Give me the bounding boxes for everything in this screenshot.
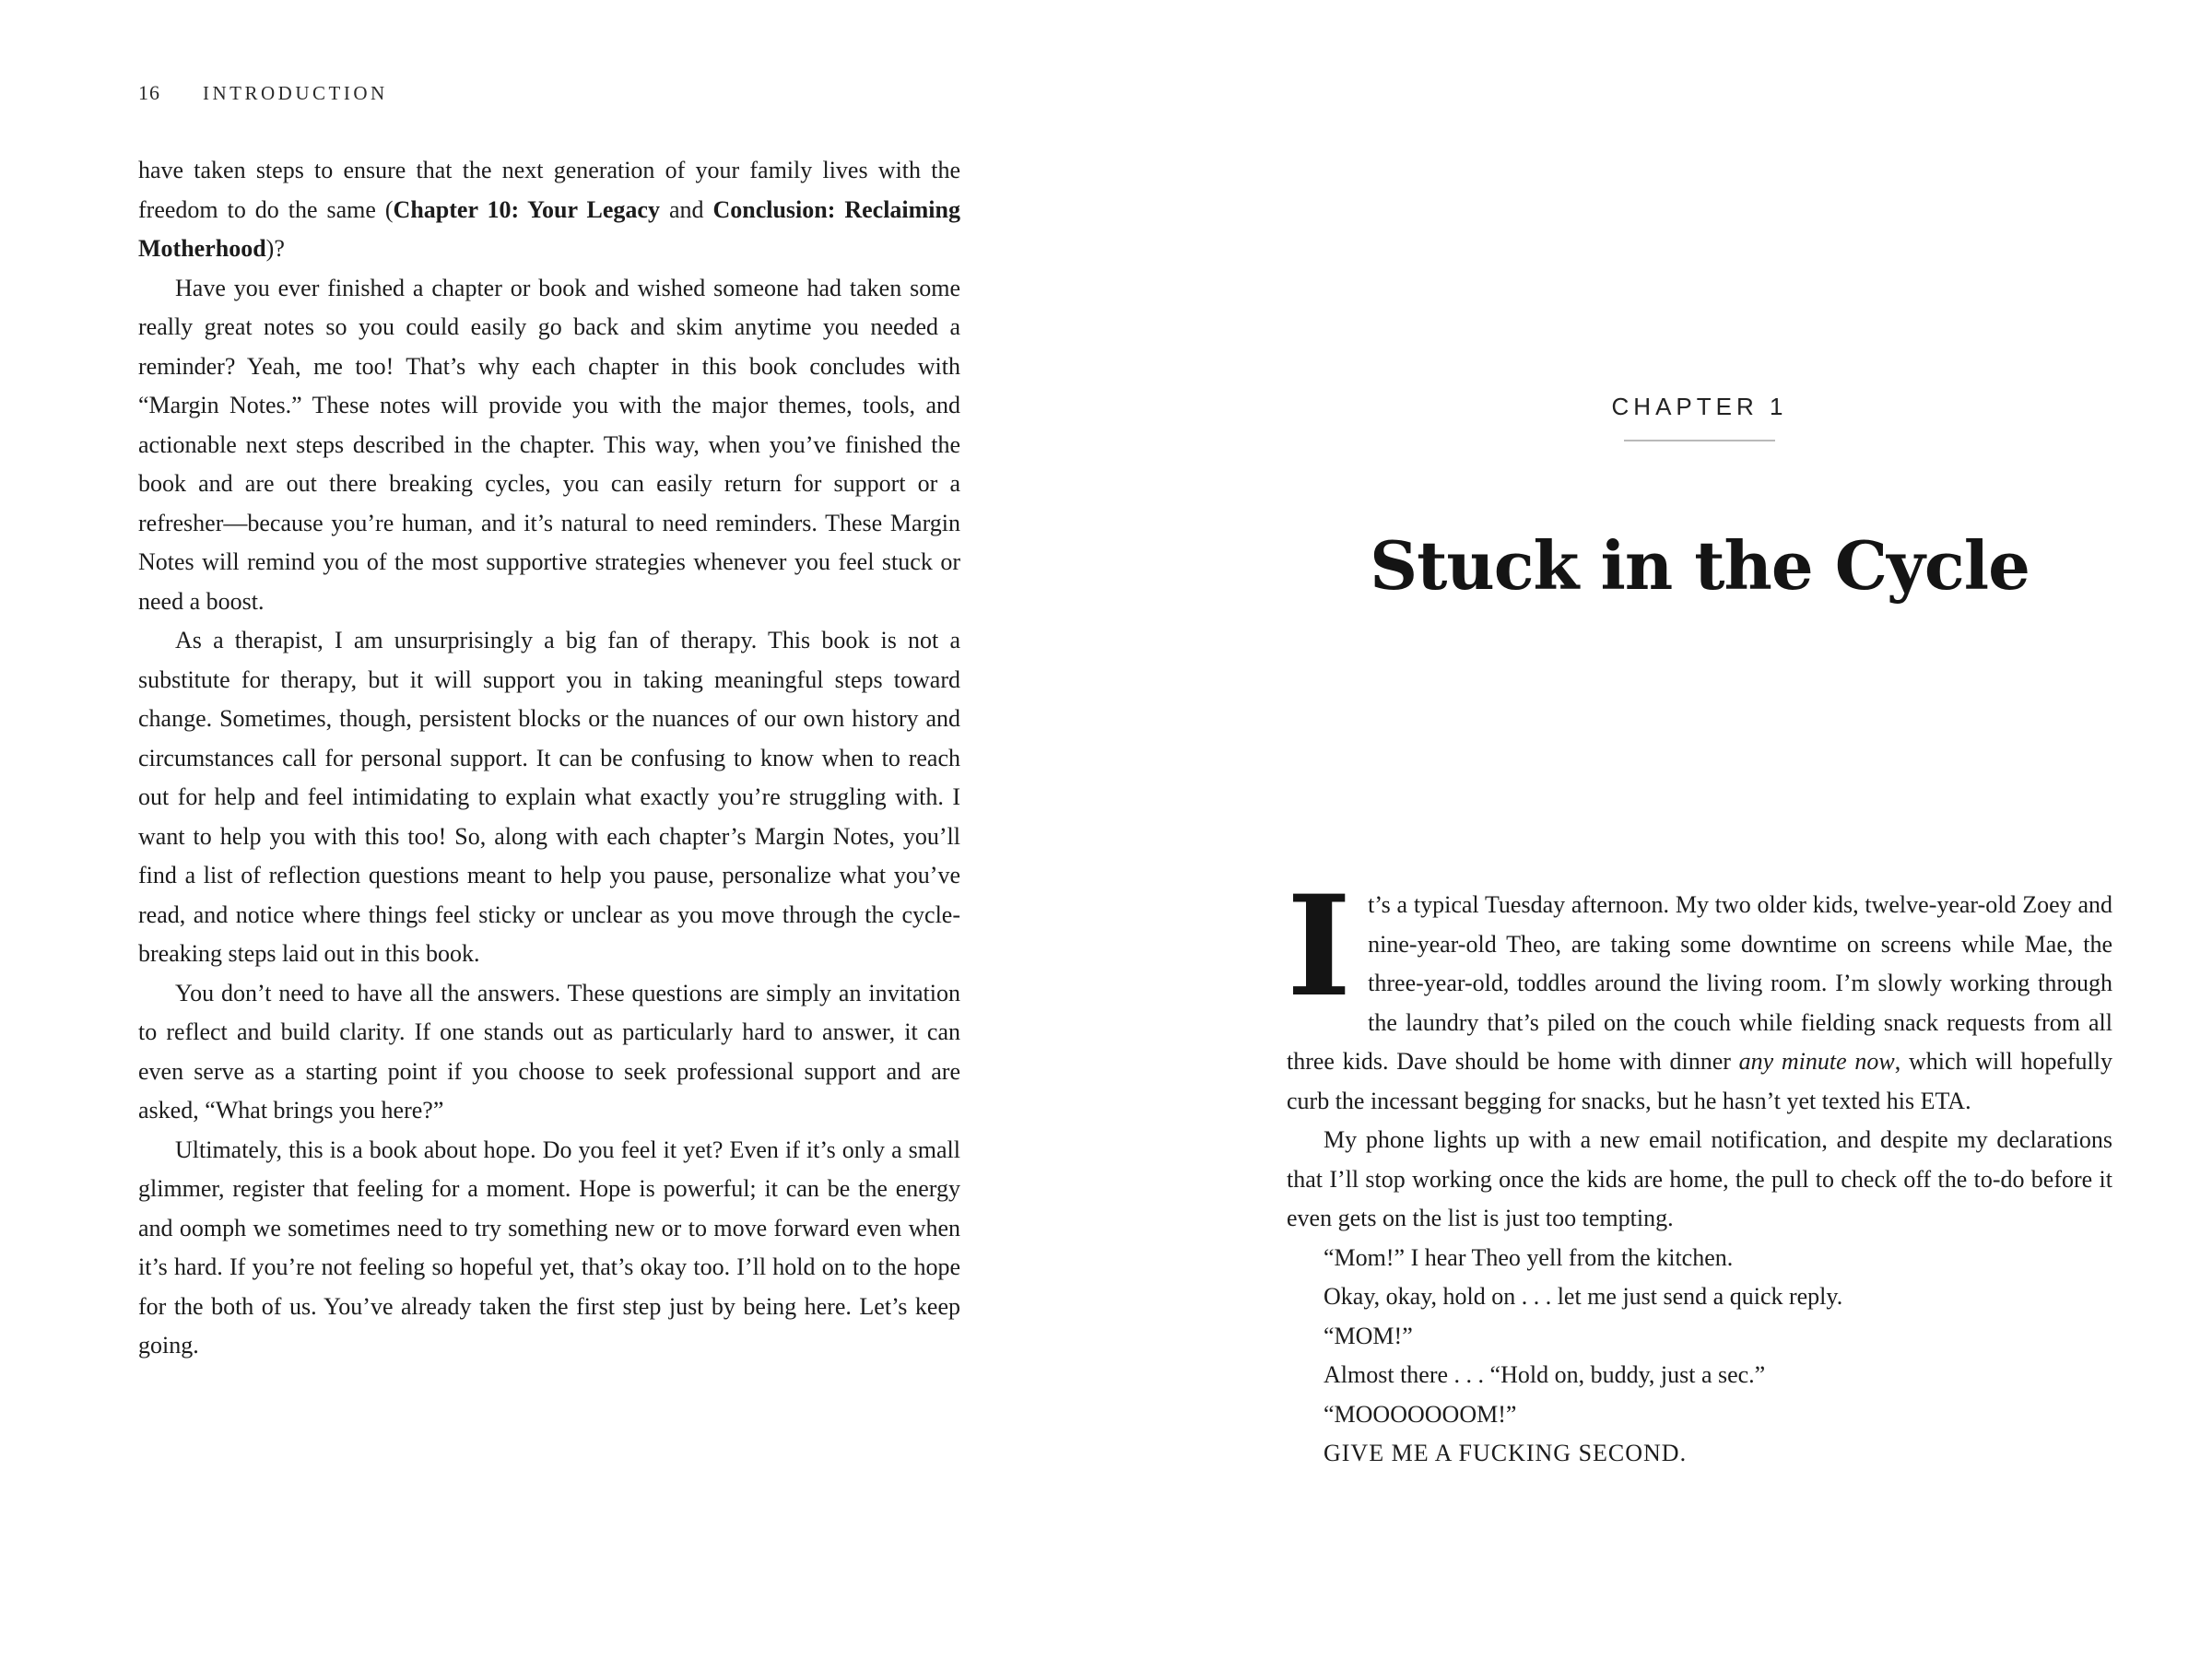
paragraph [138, 621, 960, 974]
text-run: Ultimately, this is a book about hope. Do you feel it yet? Even if it’s only a small glimmer, register that feeling for a moment. Hope is powerful; it can be the energy and oomph we sometimes need to try something new or to move forward even when it’s hard. If you’re not feeling so hopeful yet, that’s okay too. I’ll hold on to the hope for the both of us. You’ve already taken the first step just by being here. Let’s keep going. [138, 1135, 960, 1359]
paragraph [138, 1131, 960, 1366]
text-run: Almost there . . . “Hold on, buddy, just a sec.” [1324, 1361, 1766, 1388]
right-body-text [1287, 865, 2113, 1474]
paragraph [1287, 1277, 2112, 1317]
text-run: Chapter 10: Your Legacy [393, 195, 660, 223]
text-run: and [659, 195, 713, 223]
paragraph [138, 974, 960, 1131]
paragraph [1287, 1317, 2112, 1357]
paragraph [1287, 1395, 2112, 1435]
paragraph [1287, 1239, 2112, 1278]
paragraph [138, 269, 960, 622]
chapter-label: CHAPTER 1 [1611, 393, 1788, 420]
paragraph [1287, 1434, 2112, 1474]
running-header [138, 81, 960, 105]
text-run: )? [265, 235, 285, 262]
text-run: “MOM!” [1324, 1322, 1413, 1349]
text-run: t’s a typical Tuesday afternoon. My two older kids, twelve-year-old Zoey and nine-year-old Theo, are taking some downtime on screens while Mae, the three-year-old, toddles around the living room. I’m slowly working through the laundry that’s piled on the couch while fielding snack requests from all three kids. Dave should be home with dinner [1287, 891, 2112, 1075]
text-run: Have you ever finished a chapter or book and wished someone had taken some really great notes so you could easily go back and skim anytime you needed a reminder? Yeah, me too! That’s why each chapter in this book concludes with “Margin Notes.” These notes will provide you with the major themes, tools, and actionable next steps described in the chapter. This way, when you’ve finished the book and are out there breaking cycles, you can easily return for support or a refresher—because you’re human, and it’s natural to need reminders. These Margin Notes will remind you of the most supportive strategies whenever you feel stuck or need a boost. [138, 274, 960, 615]
page-left [138, 81, 960, 1366]
chapter-title: Stuck in the Cycle [1370, 526, 2030, 605]
text-run: As a therapist, I am unsurprisingly a big fan of therapy. This book is not a substitute for therapy, but it will support you in taking meaningful steps toward change. Sometimes, though, persistent blocks or the nuances of our own history and circumstances call for personal support. It can be confusing to know when to reach out for help and feel intimidating to explain what exactly you’re struggling with. I want to help you with this too! So, along with each chapter’s Margin Notes, you’ll find a list of reflection questions meant to help you pause, personalize what you’ve read, and notice where things feel sticky or unclear as you move through the cycle-breaking steps laid out in this book. [138, 627, 960, 967]
chapter-rule [1624, 440, 1775, 441]
text-run: You don’t need to have all the answers. These questions are simply an invitation to reflect and build clarity. If one stands out as particularly hard to answer, it can even serve as a starting point if you choose to seek professional support and are asked, “What brings you here?” [138, 979, 960, 1124]
text-run: , which will hopefully curb the incessant begging for snacks, but he hasn’t yet texted his ETA. [1287, 1048, 2113, 1114]
paragraph [138, 151, 960, 269]
page-right [1287, 81, 2112, 1474]
text-run: “MOOOOOOOM!” [1324, 1400, 1517, 1428]
text-run: GIVE ME A FUCKING SECOND. [1324, 1440, 1688, 1466]
left-body-text [138, 151, 960, 1366]
text-run: have taken steps to ensure that the next generation of your family lives with the freedom to do the same ( [138, 157, 960, 223]
text-run: My phone lights up with a new email notification, and despite my declarations that I’ll stop working once the kids are home, the pull to check off the to-do before it even gets on the list is just too tempting. [1287, 1126, 2112, 1231]
running-head-title: INTRODUCTION [203, 82, 388, 104]
paragraph [1287, 1121, 2112, 1239]
text-run: “Mom!” I hear Theo yell from the kitchen. [1324, 1243, 1734, 1271]
text-run: Conclusion: Reclaiming Motherhood [138, 195, 960, 262]
page-number: 16 [138, 81, 160, 104]
text-run: Okay, okay, hold on . . . let me just send a quick reply. [1324, 1283, 1843, 1310]
paragraph [1287, 865, 2113, 1121]
text-run: any minute now [1738, 1048, 1895, 1075]
paragraph [1287, 1356, 2112, 1395]
drop-cap: I [1287, 865, 1352, 1028]
